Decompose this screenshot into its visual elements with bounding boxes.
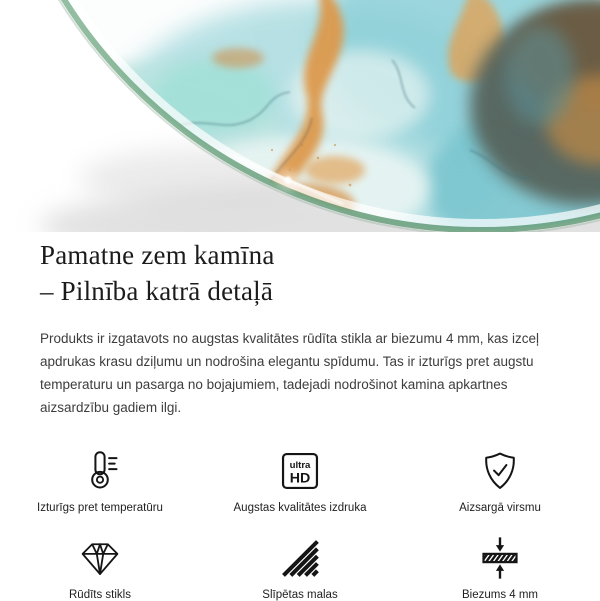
feature-label: Biezums 4 mm (461, 589, 539, 601)
feature-label: Izturīgs pret temperatūru (37, 502, 163, 515)
feature-ultra-hd (200, 449, 400, 514)
feature-protects-surface (400, 449, 600, 514)
thermometer-icon (78, 449, 122, 493)
diamond-icon (78, 536, 122, 580)
svg-text:HD: HD (289, 470, 311, 487)
ultra-hd-icon (278, 449, 322, 493)
product-description: Produkts ir izgatavots no augstas kvalitātes rūdīta stikla ar biezumu 4 mm, kas izceļ apdrukas krasu dziļumu un nodrošina elegantu spīdumu. Tas ir izturīgs pret augstu temperaturu un pasarga no bojajumiem, tadejadi nodrošinot kamina apkartnes aizsardzību gadiem ilgi. (40, 331, 539, 416)
page-title (40, 238, 560, 309)
shield-check-icon (478, 449, 522, 493)
feature-label: Rūdīts stikls (69, 589, 131, 601)
svg-text:ultra: ultra (289, 460, 311, 472)
title-line-2: – Pilnība katrā detaļā (40, 275, 274, 306)
feature-grid (0, 449, 600, 601)
feature-thickness (400, 536, 600, 601)
beveled-edges-icon (278, 536, 322, 580)
thickness-icon (478, 536, 522, 580)
hero-artwork (0, 0, 600, 232)
feature-tempered-glass (0, 536, 200, 601)
feature-label: Aizsargā virsmu (459, 502, 541, 515)
feature-label: Augstas kvalitātes izdruka (233, 502, 367, 515)
feature-heat-resistant (0, 449, 200, 514)
feature-beveled-edges (200, 536, 400, 601)
feature-label: Slīpētas malas (262, 589, 338, 601)
title-line-1: Pamatne zem kamīna (40, 240, 275, 270)
product-info-section (0, 238, 600, 601)
